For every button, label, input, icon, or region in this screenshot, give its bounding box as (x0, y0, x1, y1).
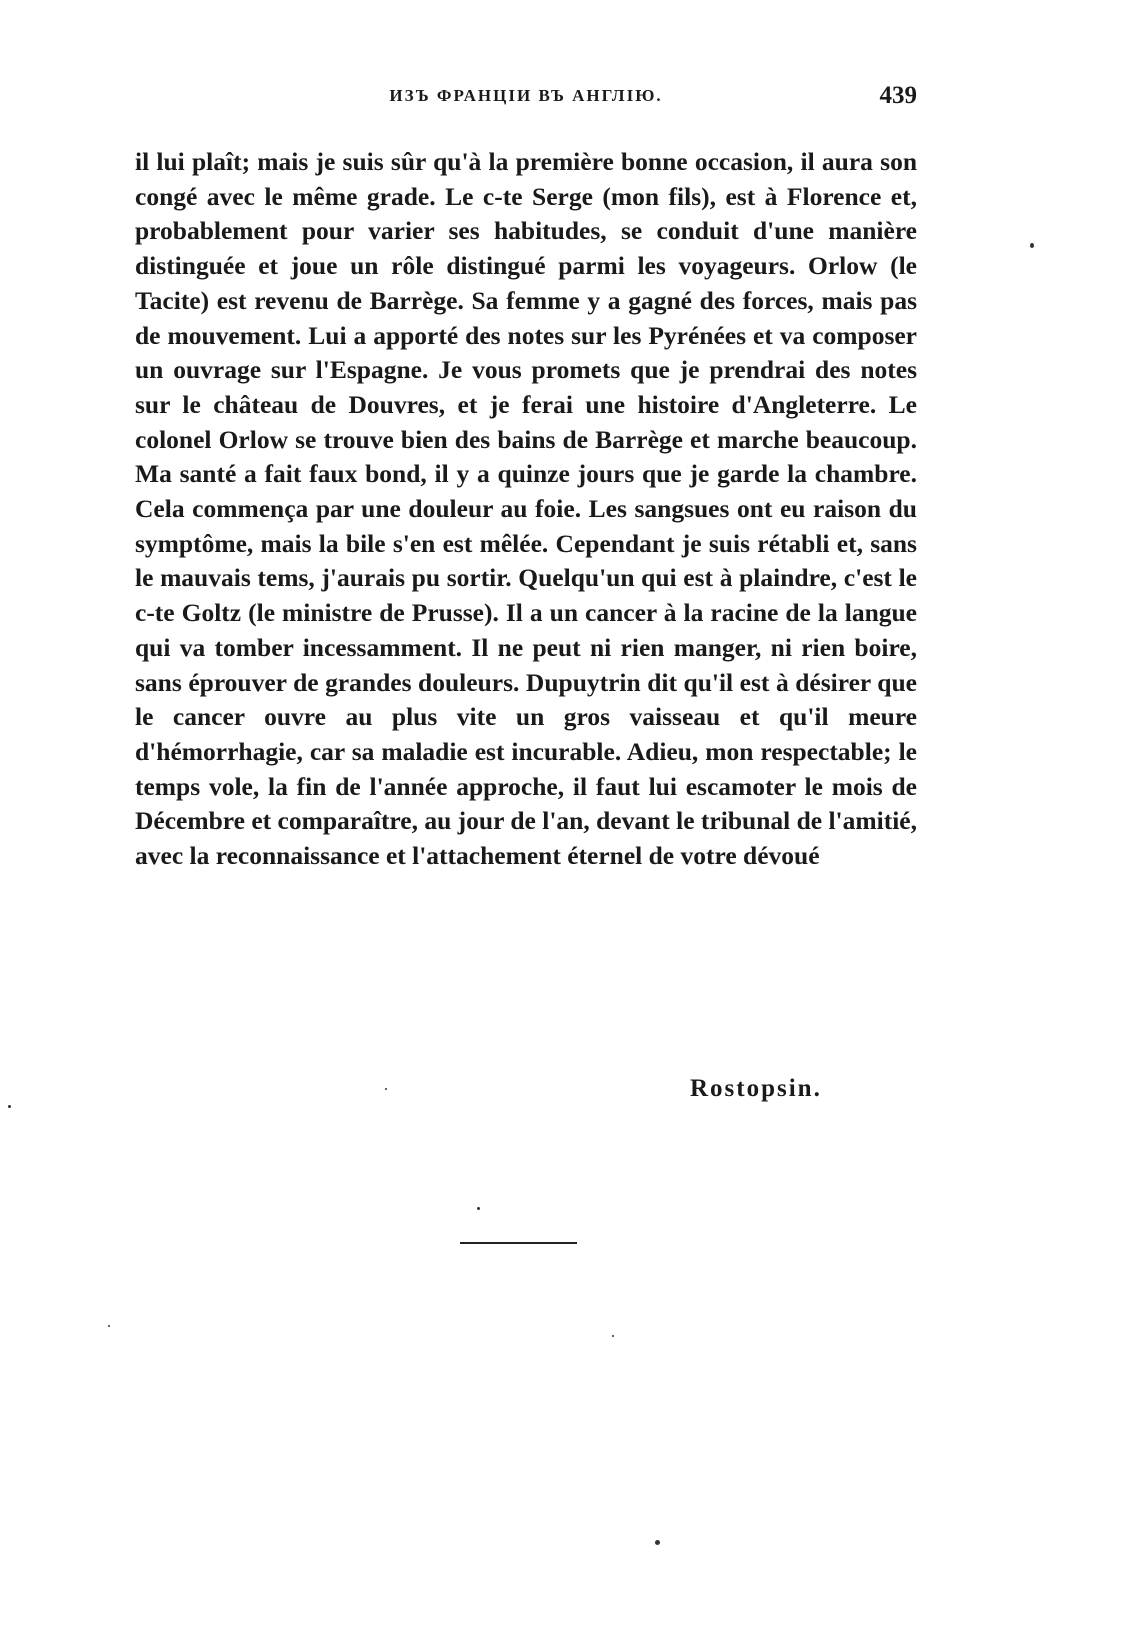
print-speck (1030, 243, 1034, 248)
print-speck (385, 1088, 387, 1090)
print-speck (655, 1540, 660, 1545)
print-speck (108, 1325, 110, 1327)
section-divider-rule (460, 1242, 577, 1244)
letter-body: il lui plaît; mais je suis sûr qu'à la première bonne occasion, il aura son congé avec le même grade. Le c-te Serge (mon fils), est à Florence et, probablement pour varier ses habitudes, se conduit d'une manière distinguée et joue un rôle distingué parmi les voyageurs. Orlow (le Tacite) est revenu de Barrège. Sa femme y a gagné des forces, mais pas de mouvement. Lui a apporté des notes sur les Pyrénées et va composer un ouvrage sur l'Espagne. Je vous promets que je prendrai des notes sur le château de Douvres, et je ferai une histoire d'Angleterre. Le colonel Orlow se trouve bien des bains de Barrège et marche beaucoup. Ma santé a fait faux bond, il y a quinze jours que je garde la chambre. Cela commença par une douleur au foie. Les sangsues ont eu raison du symptôme, mais la bile s'en est mêlée. Cependant je suis rétabli et, sans le mauvais tems, j'aurais pu sortir. Quelqu'un qui est à plaindre, c'est le c-te Goltz (le ministre de Prusse). Il a un cancer à la racine de la langue qui va tomber incessamment. Il ne peut ni rien manger, ni rien boire, sans éprouver de grandes douleurs. Dupuytrin dit qu'il est à désirer que le cancer ouvre au plus vite un gros vaisseau et qu'il meure d'hémorrhagie, car sa maladie est incurable. Adieu, mon respectable; le temps vole, la fin de l'année approche, il faut lui escamoter le mois de Décembre et comparaître, au jour de l'an, devant le tribunal de l'amitié, avec la reconnaissance et l'attachement éternel de votre dévoué (135, 147, 917, 871)
print-speck (612, 1335, 614, 1337)
running-title: ИЗЪ ФРАНЦІИ ВЪ АНГЛІЮ. (389, 86, 663, 105)
print-speck (8, 1105, 11, 1108)
running-head (135, 82, 917, 112)
letter-signature: Rostopsin. (690, 1075, 822, 1102)
print-speck (477, 1207, 480, 1210)
page-number: 439 (879, 82, 917, 109)
